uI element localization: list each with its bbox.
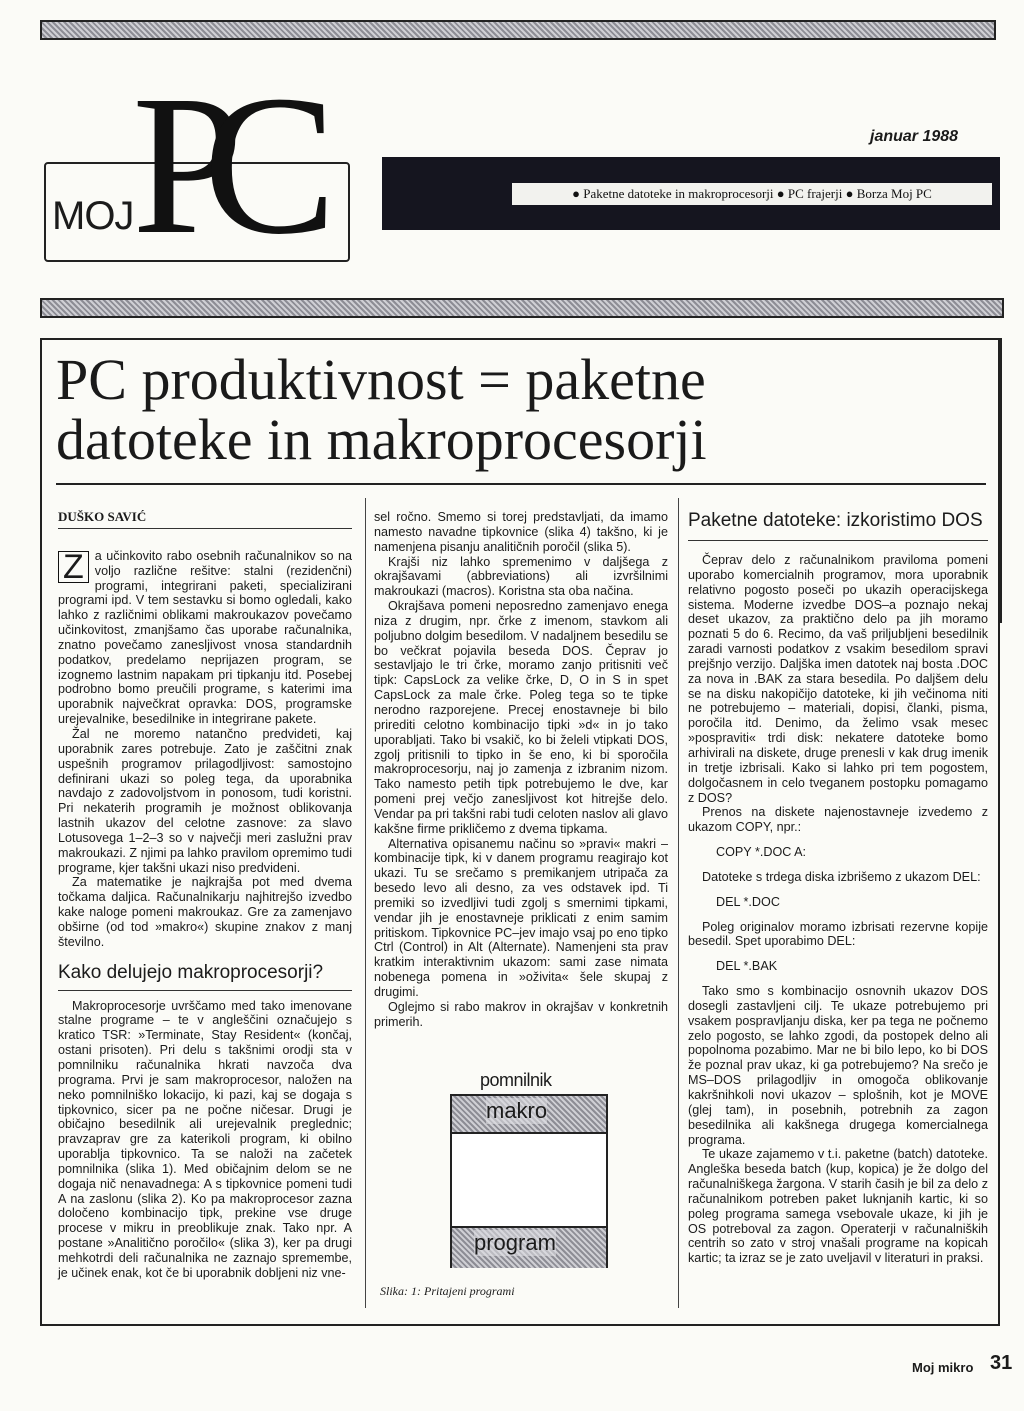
col3-code-del-doc: DEL *.DOC: [716, 894, 780, 909]
col2-paragraph-1: sel ročno. Smemo si torej predstavljati, da imamo namesto navadne tipkovnice (slika 4) takšno, ki je namenjena pisanju analitičnih poročil (slika 5).: [374, 510, 668, 554]
title-rule: [56, 483, 986, 485]
logo-pc: PC: [132, 55, 297, 276]
col2-paragraph-4: Alternativa opisanemu načinu so »pravi« makri – kombinacije tipk, ki v danem programu reagirajo kot ukazi. Tu se srečamo s premikanjem utripača za besedo levo ali desno, za ves odstavek ipd. Ti premiki so izvedljivi tudi zgolj s smernimi tipkami, vendar jih je enostavneje priklicati z enim samim pritiskom. Tipkovnice PC–jev imajo vsaj po eno tipko Ctrl (Control) in Alt (Alternate). Namenjeni sta prav kratkim interaktivnim ukazom: sami zase nimata nobenega pomena in »oživita« šele skupaj z drugimi.: [374, 836, 668, 999]
column-divider-1: [365, 498, 366, 1308]
column-1: [58, 510, 352, 1281]
logo-moj: MOJ: [52, 194, 134, 238]
drop-cap: Z: [58, 551, 89, 583]
col3-paragraph-6: Te ukaze zajamemo v t.i. paketne (batch) datoteke. Angleška beseda batch (kup, kopica) je že dolgo del računalniškega žargona. V starih časih je bil za delo z računalnikom potreben paket luknjanih kartic, ki so poleg programa samega vsebovale ukaze, ki jih je OS potreboval za zagon. Operaterji v računalniških centrih so zato v stroj vnašali programe na kopicah kartic; ta izraz se je zato uveljavil v literaturi in praksi.: [688, 1147, 988, 1266]
title-line-2: datoteke in makroprocesorji: [56, 407, 707, 472]
masthead-band: [382, 157, 1000, 230]
col3-paragraph-1: Čeprav delo z računalnikom praviloma pomeni uporabo komercialnih programov, mora uporabnik relativno pogosto poseči po ukazih operacijskega sistema. Moderne izvedbe DOS–a poznajo nekaj deset ukazov, za praktično delo pa jih moramo poznati 5 do 6. Recimo, da vaš priljubljeni besedilnik zaradi varnosti podatkov z vsakim besedilom spravi prejšnjo verzijo. Daljška imen datotek naj bosta .DOC za nova in .BAK za stara besedila. Po daljšem delu se na disku nakopičijo datoteke, ki jih večinoma niti ne potrebujemo – materiali, dopisi, članki, pisma, poročila itd. Denimo, da želimo vsak mesec »pospraviti« trdi disk: nekatere datoteke bomo arhivirali na diskete, druge prenesli v kak drug imenik in tretje izbrisali. Kako si lahko pri tem pogostem, dolgočasnem in celo tveganem postopku pomagamo z DOS?: [688, 553, 988, 805]
article-title: [56, 347, 707, 472]
memory-box: [450, 1094, 608, 1268]
moj-pc-logo: [44, 55, 364, 285]
col3-code-del-bak: DEL *.BAK: [716, 959, 778, 974]
col1-paragraph-4: Makroprocesorje uvrščamo med tako imenovane stalne programe – te v angleščini označujejo s kratico TSR: »Terminate, Stay Resident« (končaj, ostani prisoten). Pri delu s takšnimi orodji sta v pomnilniku računalnika hkrati navzoča dva programa. Prvi je sam makroprocesor, naložen na neko pomnilniško lokacijo, ki pazi, kaj se dogaja s tipkovnico, sicer pa ne počne ničesar. Drugi je običajno besedilnik ali urejevalnik preglednic; pravzaprav gre za katerikoli program, ki obilno uporablja tipkovnico. Ta se naloži na začetek pomnilnika (slika 1). Med običajnim delom se ne dogaja nič nenavadnega: A s tipkovnice pomeni tudi A na zaslonu (slika 2). Ko pa makroprocesor zazna določeno kombinacijo tipk, prekine vse druge procese v mikru in preoblikuje znak. Tako npr. A postane »Analitično poročilo« (slika 3), ker pa drugi mehkotrdi deli računalnika ne zaznajo spremembe, je učinek enak, kot če bi uporabnik dobljeni niz vne-: [58, 998, 352, 1280]
col3-code-copy: COPY *.DOC A:: [716, 845, 807, 860]
makro-label: makro: [486, 1098, 548, 1123]
memory-figure: [380, 1070, 620, 1300]
col3-paragraph-4: Poleg originalov moramo izbrisati rezervne kopije besedil. Spet uporabimo DEL:: [688, 919, 988, 949]
frame-left-rule: [40, 338, 42, 1326]
figure-caption: Slika: 1: Pritajeni programi: [380, 1284, 515, 1298]
frame-bottom-rule: [40, 1324, 1000, 1326]
column-3: [688, 510, 988, 1266]
col3-heading: Paketne datoteke: izkoristimo DOS: [688, 510, 988, 541]
col3-paragraph-3: Datoteke s trdega diska izbrišemo z ukazom DEL:: [702, 869, 981, 884]
figure-title: pomnilnik: [480, 1070, 552, 1090]
footer-magazine: Moj mikro: [912, 1360, 974, 1375]
col1-paragraph-3: Za matematike je najkrajša pot med dvema točkama daljica. Računalnikarju najhitrejšo izvedbo kake naloge pomeni makroukaz. Gre za zamenjavo obširne (od tod »makro«) skupine znakov z manj številno.: [58, 875, 352, 949]
col1-paragraph-2: Žal ne moremo natančno predvideti, kaj uporabnik zares potrebuje. Zato je zaščitni znak uspešnih programov prilagodljivost: samostojno definirani ukazi so poleg tega, da uporabnika navdajo z zadovoljstvom in ponosom, tudi koristni. Pri nekaterih programih je možnost oblikovanja lastnih ukazov del celotne zasnove: za slavo Lotusovega 1–2–3 so v največji meri zaslužni prav makroukazi. Z njimi pa lahko pravilom opremimo tudi programe, kjer takšni ukazi niso predvideni.: [58, 726, 352, 875]
column-2: [374, 510, 668, 1030]
title-line-1: PC produktivnost = paketne: [56, 347, 706, 412]
col1-subheading: Kako delujejo makroprocesorji?: [58, 962, 352, 991]
section-decor-bar: [40, 298, 1004, 318]
col2-paragraph-2: Krajši niz lahko spremenimo v daljšega z okrajšavami (abbreviations) ali izvršilnimi makroukazi (macros). Koristna sta oba načina.: [374, 554, 668, 599]
col2-paragraph-3: Okrajšava pomeni neposredno zamenjavo enega niza z drugim, npr. črke z imenom, stavkom ali poljubno dolgim besedilom. V nadaljnem besedilu se bo večkrat pojavila beseda DOS. Čeprav jo sestavljajo le tri črke, moramo zanjo pritisniti več tipk: CapsLock za velike črke, D, O in S in spet CapsLock za male črke. Poleg tega so te tipke nerodno razporejene. Precej enostavneje bi bilo prirediti celotno kombinacijo tipki »d« in jo tako uporabljati. Tako bi vsakič, ko bi želeli vtipkati DOS, zgolj pritisnili to tipko in še eno, ki bi sporočila makroprocesorju, naj jo zamenja z izbranim nizom. Tako namesto petih tipk potrebujemo le dve, kar pomeni prej večjo zanesljivost kot hitrejše delo. Vendar pa pri takšni rabi tudi celoten naslov ali glavo kakšne firme prikličemo z dvema tipkama.: [374, 599, 668, 836]
column-divider-2: [678, 498, 679, 1308]
col3-paragraph-5: Tako smo s kombinacijo osnovnih ukazov DOS dosegli zastavljeni cilj. Te ukaze potrebujemo pri vsakem pospravljanju diska, ker pa tega ne počnemo zelo pogosto, se lahko zgodi, da postopek delno ali popolnoma pozabimo. Mar ne bi bilo lepo, ko bi DOS že poznal prav ukaz, ki ga potrebujemo? Na srečo je MS–DOS prilagodljiv in omogoča oblikovanje kakršnihkoli novi ukazov – splošnih, kot je MOVE (glej tam), in posebnih, potrebnih za zagon besedilnika ali kakšnega drugega komercialnega programa.: [688, 984, 988, 1147]
masthead-tagline: ● Paketne datoteke in makroprocesorji ● PC frajerji ● Borza Moj PC: [512, 183, 992, 205]
frame-right-rule: [998, 338, 1000, 1326]
author-byline: DUŠKO SAVIĆ: [58, 510, 352, 529]
col3-paragraph-2: Prenos na diskete najenostavneje izvedemo z ukazom COPY, npr.:: [688, 805, 988, 835]
top-decor-bar: [40, 20, 996, 40]
footer-page-number: 31: [990, 1352, 1013, 1374]
col2-paragraph-5: Oglejmo si rabo makrov in okrajšav v konkretnih primerih.: [374, 999, 668, 1029]
issue-date: januar 1988: [870, 128, 959, 145]
program-label: program: [474, 1230, 556, 1255]
col1-paragraph-1: Z a učinkovito rabo osebnih računalnikov so na voljo različne rešitve: stalni (rezidenčni) programi, integrirani paketi, specializirani programi ipd. V tem sestavku si bomo ogledali, kako lahko z različnimi oblikami makroukazov povečamo učinkovitost, zmanjšamo čas uporabe računalnika, znatno povečamo zanesljivost vnosa standardnih podatkov, predelamo neprijazen program, se izognemo lastnim napakam pri tipkanju itd. Posebej podrobno bomo preučili programe, s katerimi ima uporabnik največkrat opravka: DOS, programske urejevalnike, besedilnike in integrirane pakete.: [58, 547, 352, 727]
